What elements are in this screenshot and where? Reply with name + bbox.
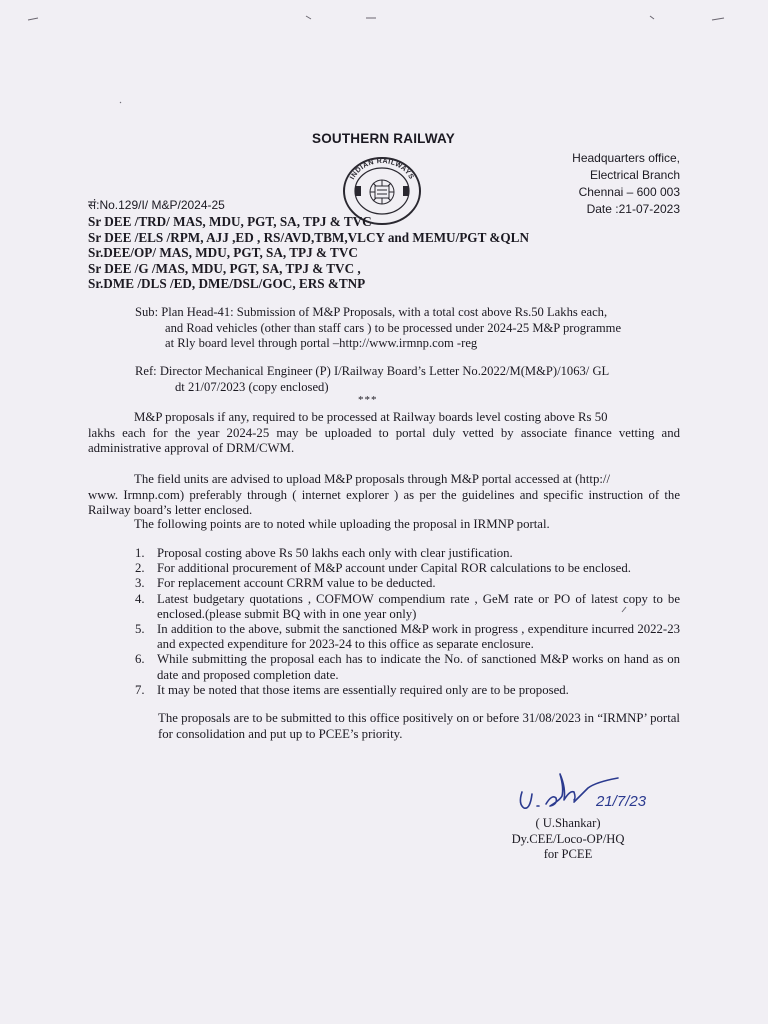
organization-title: SOUTHERN RAILWAY	[312, 131, 455, 146]
paragraph-line: The field units are advised to upload M&P proposals through M&P portal accessed at (http://	[134, 472, 611, 486]
list-text: For replacement account CRRM value to be deducted.	[157, 576, 436, 591]
list-text: It may be noted that those items are essentially required only are to be proposed.	[157, 682, 569, 697]
signatory-for: for PCEE	[543, 847, 593, 861]
list-item	[135, 576, 680, 591]
paragraph-text: lakhs each for the year 2024-25 may be uploaded to portal duly vetted by associate finance vetting and administrative approval of DRM/CWM.	[88, 425, 680, 455]
hq-line: Chennai – 600 003	[578, 185, 680, 199]
subject-line: Plan Head-41: Submission of M&P Proposals, with a total cost above Rs.50 Lakhs each,	[158, 305, 608, 319]
reference-line: dt 21/07/2023 (copy enclosed)	[175, 379, 329, 394]
addressee-list	[88, 214, 529, 292]
handwritten-signature	[510, 764, 670, 824]
list-text: Proposal costing above Rs 50 lakhs each only with clear justification.	[157, 546, 513, 560]
list-item	[135, 683, 680, 698]
reference-line: Ref: Director Mechanical Engineer (P) I/Railway Board’s Letter No.2022/M(M&P)/1063/ GL	[135, 364, 610, 378]
list-number: 4.	[135, 591, 145, 606]
subject-line: at Rly board level through portal –http://www.irmnp.com -reg	[165, 336, 478, 350]
emblem-text: INDIAN RAILWAYS	[349, 157, 415, 181]
hq-address-block	[572, 150, 680, 218]
separator-stars: ***	[358, 394, 378, 406]
hq-line: Electrical Branch	[589, 168, 680, 182]
list-text: While submitting the proposal each has to indicate the No. of sanctioned M&P works on hand as on date and proposed completion date.	[157, 652, 680, 682]
list-item	[135, 652, 680, 682]
paragraph-line: M&P proposals if any, required to be processed at Railway boards level costing above Rs 50	[134, 410, 608, 424]
letter-date: Date :21-07-2023	[586, 202, 680, 216]
paragraph-text: www. Irmnp.com) preferably through ( internet explorer ) as per the guidelines and specific instruction of the Railway board’s letter enclosed.	[88, 487, 680, 517]
svg-text:INDIAN RAILWAYS	[349, 158, 415, 181]
closing-paragraph: The proposals are to be submitted to this office positively on or before 31/08/2023 in “IRMNP’ portal for consolidation and put up to PCEE’s priority.	[158, 711, 680, 741]
addressee-line: Sr.DME /DLS /ED, DME/DSL/GOC, ERS &TNP	[88, 276, 366, 291]
list-text: For additional procurement of M&P account under Capital ROR calculations to be enclosed.	[157, 561, 631, 576]
paragraph-points-intro	[88, 517, 680, 533]
subject-label: Sub:	[135, 305, 159, 319]
paragraph-proposals	[88, 410, 680, 457]
signatory-designation: Dy.CEE/Loco-OP/HQ	[511, 831, 625, 846]
list-number: 6.	[135, 652, 145, 667]
list-number: 2.	[135, 561, 145, 576]
addressee-line: Sr.DEE/OP/ MAS, MDU, PGT, SA, TPJ & TVC	[88, 245, 358, 260]
addressee-line: Sr DEE /TRD/ MAS, MDU, PGT, SA, TPJ & TVC	[88, 214, 372, 229]
list-item	[135, 546, 680, 561]
list-text: Latest budgetary quotations , COFMOW compendium rate , GeM rate or PO of latest copy to be enclosed.(please submit BQ with in one year only)	[157, 591, 680, 621]
paragraph-portal	[88, 472, 680, 519]
list-item	[135, 592, 680, 622]
list-number: 3.	[135, 576, 145, 591]
addressee-line: Sr DEE /G /MAS, MDU, PGT, SA, TPJ & TVC ,	[88, 260, 361, 276]
addressee-line: Sr DEE /ELS /RPM, AJJ ,ED , RS/AVD,TBM,VLCY and MEMU/PGT &QLN	[88, 229, 529, 245]
list-number: 7.	[135, 682, 145, 697]
hq-line: Headquarters office,	[572, 151, 680, 165]
list-text: In addition to the above, submit the sanctioned M&P work in progress , expenditure incurred 2022-23 and expected expenditure for 2023-24 to this office as separate enclosure.	[157, 622, 680, 652]
subject-line: and Road vehicles (other than staff cars ) to be processed under 2024-25 M&P programme	[165, 320, 622, 335]
list-item	[135, 622, 680, 652]
paragraph-line: The following points are to noted while uploading the proposal in IRMNP portal.	[134, 517, 550, 531]
reference-block	[135, 364, 695, 395]
points-list	[135, 546, 680, 698]
signatory-block	[498, 816, 638, 863]
handwritten-date: 21/7/23	[596, 793, 647, 810]
subject-block	[135, 305, 695, 352]
letter-reference-number: सं:No.129/I/ M&P/2024-25	[88, 198, 225, 212]
list-number: 5.	[135, 622, 145, 637]
list-number: 1.	[135, 546, 145, 560]
signatory-name: ( U.Shankar)	[535, 816, 601, 830]
list-item	[135, 561, 680, 576]
